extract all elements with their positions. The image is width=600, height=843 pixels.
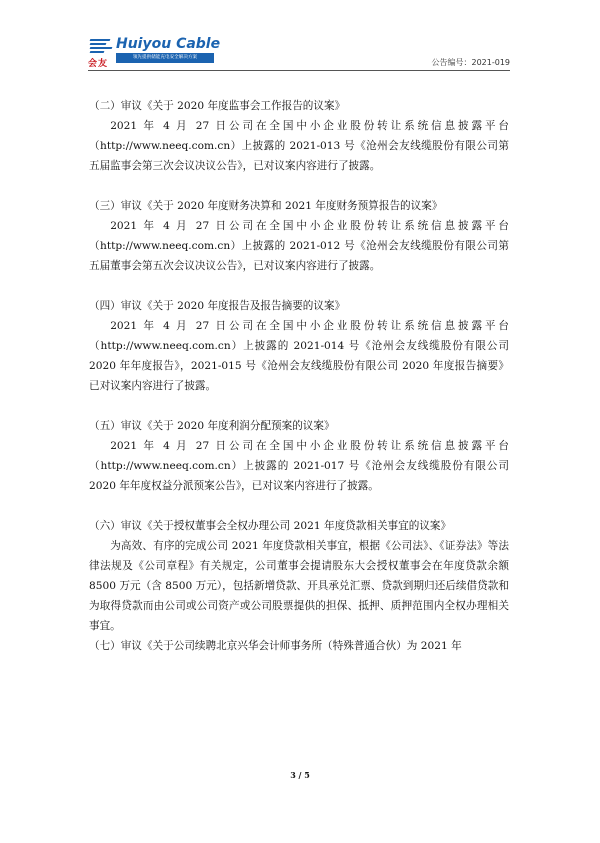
logo-chinese-name: 会友 [88,59,109,69]
section-6 [89,516,509,636]
section-paragraph: 2021 年 4 月 27 日公司在全国中小企业股份转让系统信息披露平台（http://www.neeq.com.cn）上披露的 2021-014 号《沧州会友线缆股份有限公司 2020 年年度报告》，2021-015 号《沧州会友线缆股份有限公司 2020 年度报告摘要》已对议案内容进行了披露。 [89,320,509,392]
logo-slogan: 领先提供储能充电安全解决方案 [116,53,214,63]
section-7 [89,636,509,656]
section-5 [89,416,509,496]
page-header [0,0,600,80]
page-number: 3 / 5 [290,770,310,780]
section-paragraph: 2021 年 4 月 27 日公司在全国中小企业股份转让系统信息披露平台（http://www.neeq.com.cn）上披露的 2021-013 号《沧州会友线缆股份有限公司第五届监事会第三次会议决议公告》，已对议案内容进行了披露。 [89,120,509,172]
section-heading: （二）审议《关于 2020 年度监事会工作报告的议案》 [89,100,346,112]
section-heading: （三）审议《关于 2020 年度财务决算和 2021 年度财务预算报告的议案》 [89,200,443,212]
section-3 [89,196,509,276]
section-4 [89,296,509,396]
section-heading: （五）审议《关于 2020 年度利润分配预案的议案》 [89,420,335,432]
section-paragraph: 2021 年 4 月 27 日公司在全国中小企业股份转让系统信息披露平台（http://www.neeq.com.cn）上披露的 2021-017 号《沧州会友线缆股份有限公司 2020 年年度权益分派预案公告》，已对议案内容进行了披露。 [89,440,509,492]
header-divider [88,70,510,71]
logo-english-name: Huiyou Cable [116,36,221,52]
section-heading: （四）审议《关于 2020 年度报告及报告摘要的议案》 [89,300,346,312]
section-paragraph: 2021 年 4 月 27 日公司在全国中小企业股份转让系统信息披露平台（http://www.neeq.com.cn）上披露的 2021-012 号《沧州会友线缆股份有限公司第五届董事会第五次会议决议公告》，已对议案内容进行了披露。 [89,220,509,272]
company-logo [88,36,221,69]
announcement-number: 公告编号：2021-019 [431,58,510,67]
document-body [89,96,509,656]
cable-logo-icon [88,36,114,58]
section-2 [89,96,509,176]
section-heading: （六）审议《关于授权董事会全权办理公司 2021 年度贷款相关事宜的议案》 [89,520,452,532]
section-heading: （七）审议《关于公司续聘北京兴华会计师事务所（特殊普通合伙）为 2021 年 [89,640,462,652]
section-paragraph: 为高效、有序的完成公司 2021 年度贷款相关事宜，根据《公司法》、《证券法》等法律法规及《公司章程》有关规定，公司董事会提请股东大会授权董事会在年度贷款余额 8500 万元（含 8500 万元），包括新增贷款、开具承兑汇票、贷款到期归还后续借贷款和为取得贷款而由公司或公司资产或公司股票提供的担保、抵押、质押范围内全权办理相关事宜。 [89,540,509,632]
